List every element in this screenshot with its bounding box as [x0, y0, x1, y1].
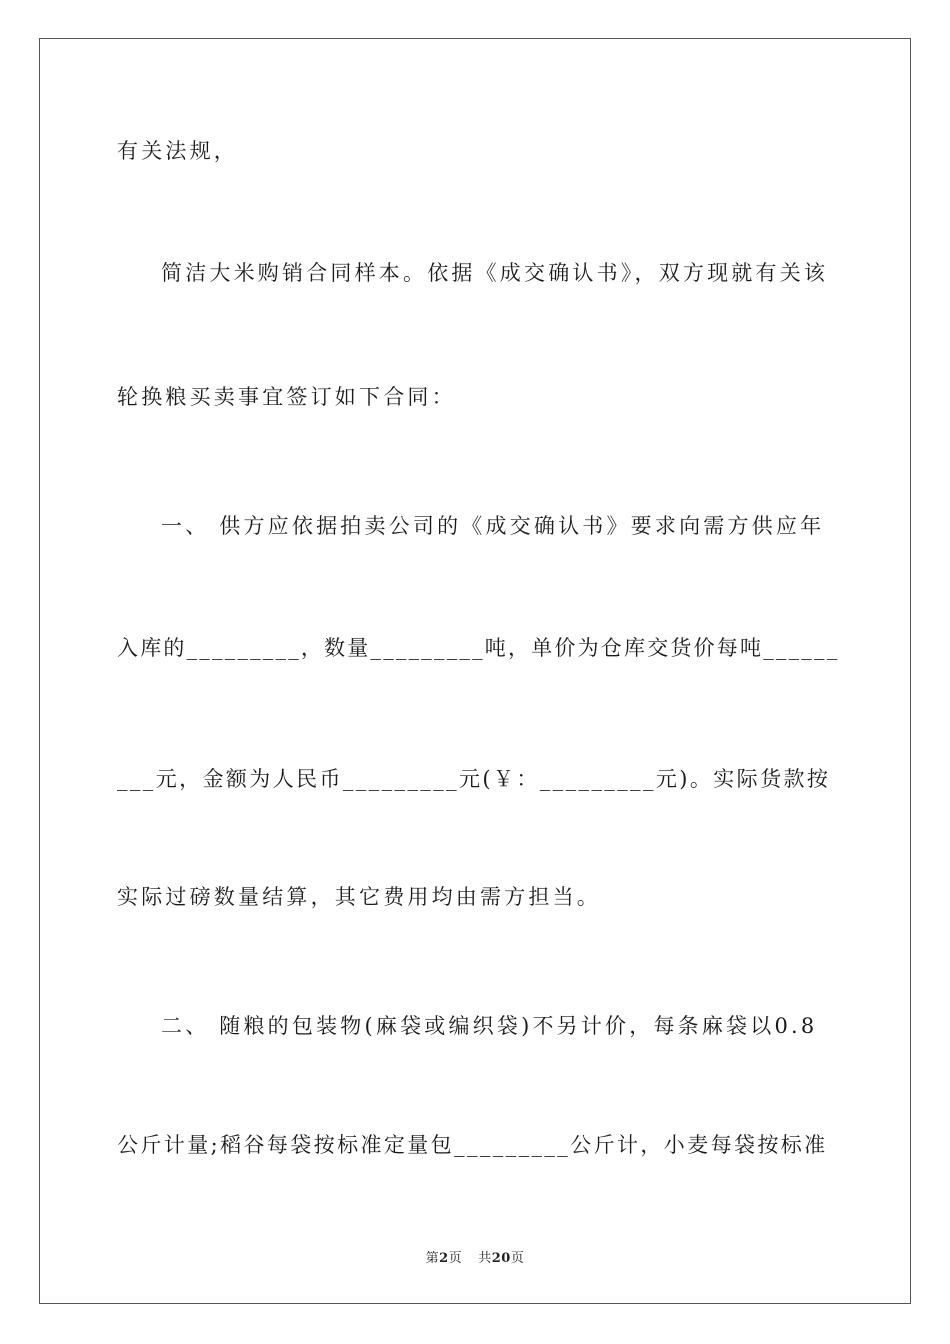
text-line-7: 实际过磅数量结算，其它费用均由需方担当。 — [117, 885, 601, 909]
text-line-6: ___元，金额为人民币_________元(￥：_________元)。实际货款按 — [117, 767, 831, 791]
text-line-2: 简洁大米购销合同样本。依据《成交确认书》，双方现就有关该 — [161, 261, 829, 285]
text-line-3: 轮换粮买卖事宜签订如下合同： — [117, 385, 456, 409]
footer-page-current: 2 — [439, 1251, 449, 1266]
footer-page-total: 20 — [491, 1251, 511, 1266]
footer-page-suffix: 页 — [448, 1251, 463, 1266]
text-line-9: 公斤计量;稻谷每袋按标准定量包_________公斤计，小麦每袋按标准 — [117, 1133, 828, 1157]
text-line-1: 有关法规， — [117, 139, 238, 163]
text-line-4: 一、 供方应依据拍卖公司的《成交确认书》要求向需方供应年 — [161, 514, 825, 538]
text-line-8: 二、 随粮的包装物(麻袋或编织袋)不另计价，每条麻袋以0.8 — [161, 1014, 818, 1038]
footer-total-prefix: 共 — [478, 1251, 492, 1266]
footer-page-prefix: 第 — [425, 1251, 440, 1266]
footer-total-suffix: 页 — [510, 1251, 525, 1266]
text-line-5: 入库的_________，数量_________吨，单价为仓库交货价每吨______ — [117, 636, 840, 660]
page-border — [39, 38, 911, 1304]
page-footer — [0, 1247, 950, 1266]
